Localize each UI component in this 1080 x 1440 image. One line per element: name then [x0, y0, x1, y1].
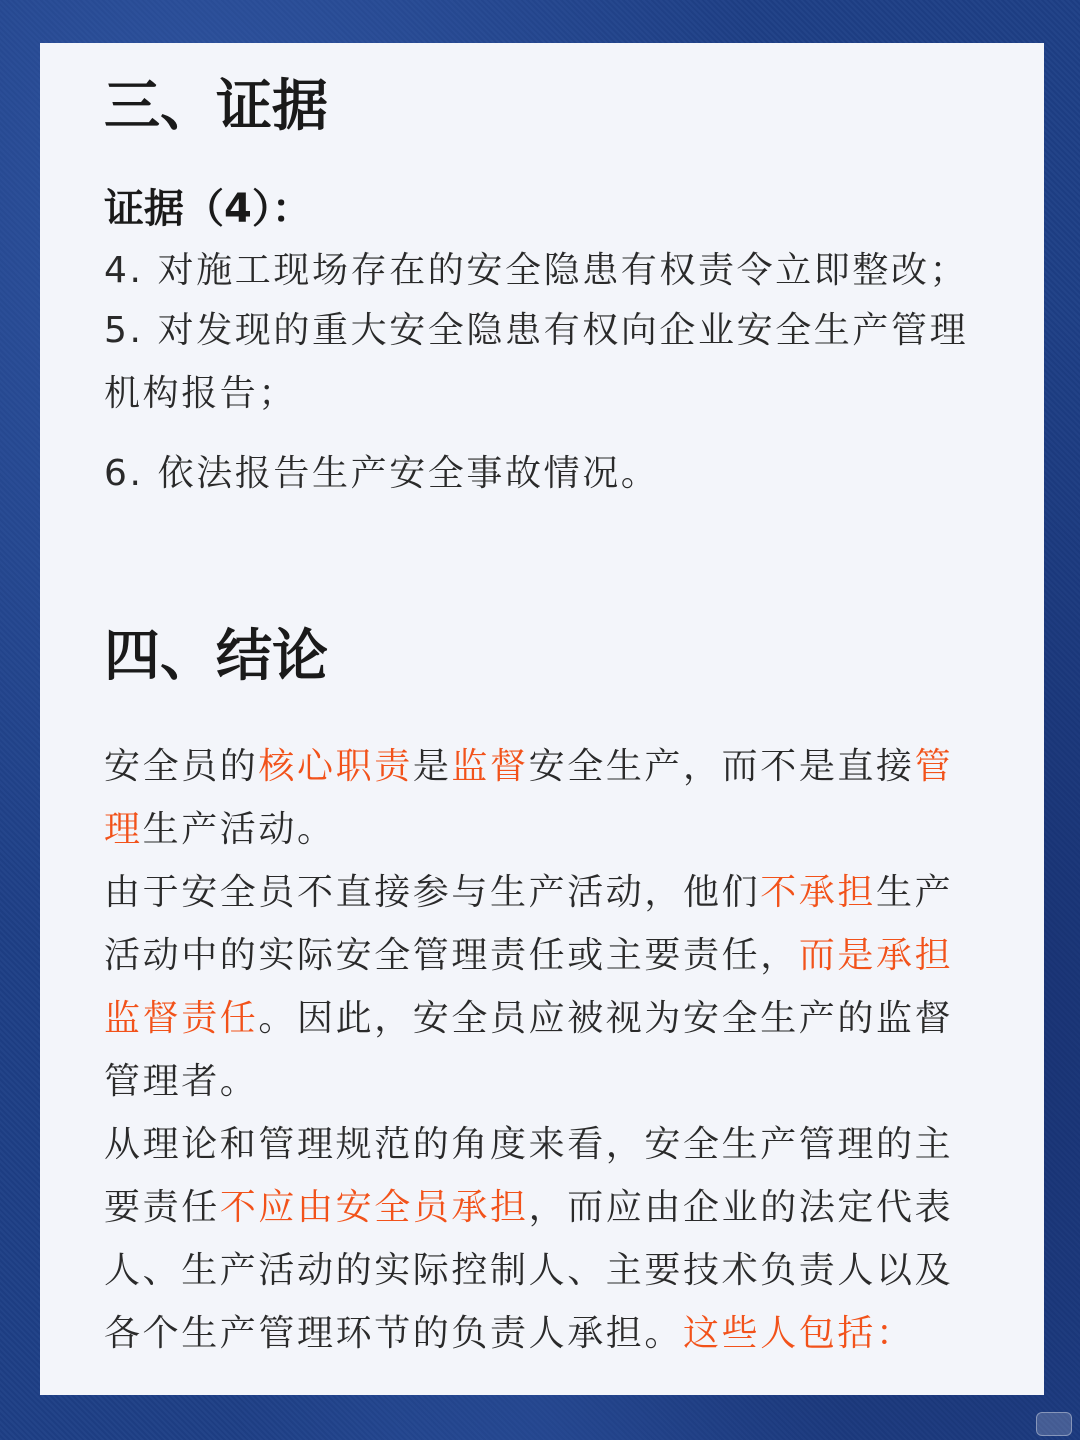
- highlight-not-bear: 不承担: [760, 872, 877, 913]
- text-span: 。因此，安全员应被视为安全生产的监督管理者。: [104, 998, 954, 1102]
- highlight-manage: 管理: [104, 746, 954, 850]
- conclusion-paragraph-3: [104, 1113, 988, 1365]
- conclusion-paragraph-1: [104, 735, 988, 861]
- highlight-supervisory-duty: 而是承担监督责任: [104, 935, 954, 1039]
- content-card: [40, 43, 1044, 1395]
- text-span: ，而应由企业的法定代表人、生产活动的实际控制人、主要技术负责人以及各个生产管理环节的负责人承担。: [104, 1187, 954, 1354]
- text-span: 安全员的: [104, 746, 259, 787]
- text-span: 由于安全员不直接参与生产活动，他们: [104, 872, 761, 913]
- highlight-core-duty: 核心职责: [258, 746, 413, 787]
- conclusion-section-title: 四、结论: [104, 624, 328, 689]
- text-span: 生产活动。: [142, 809, 336, 850]
- conclusion-paragraph-2: [104, 861, 988, 1113]
- text-span: 安全生产，而不是直接: [528, 746, 915, 787]
- highlight-supervise: 监督: [451, 746, 529, 787]
- evidence-section-title: 三、证据: [104, 74, 328, 139]
- text-span: 是: [412, 746, 452, 787]
- evidence-item-6: 6. 依法报告生产安全事故情况。: [104, 453, 660, 494]
- evidence-item-4: 4. 对施工现场存在的安全隐患有权责令立即整改；: [104, 250, 969, 291]
- highlight-not-by-safety-officer: 不应由安全员承担: [219, 1187, 529, 1228]
- evidence-subheading: 证据（4）：: [104, 186, 312, 232]
- text-span: 从理论和管理规范的角度来看，安全生产管理的主要责任: [104, 1124, 954, 1228]
- watermark-logo: [1036, 1412, 1072, 1436]
- text-span: 生产活动中的实际安全管理责任或主要责任，: [104, 872, 954, 976]
- highlight-these-include: 这些人包括：: [683, 1313, 915, 1354]
- evidence-item-5: 5. 对发现的重大安全隐患有权向企业安全生产管理机构报告；: [104, 310, 969, 414]
